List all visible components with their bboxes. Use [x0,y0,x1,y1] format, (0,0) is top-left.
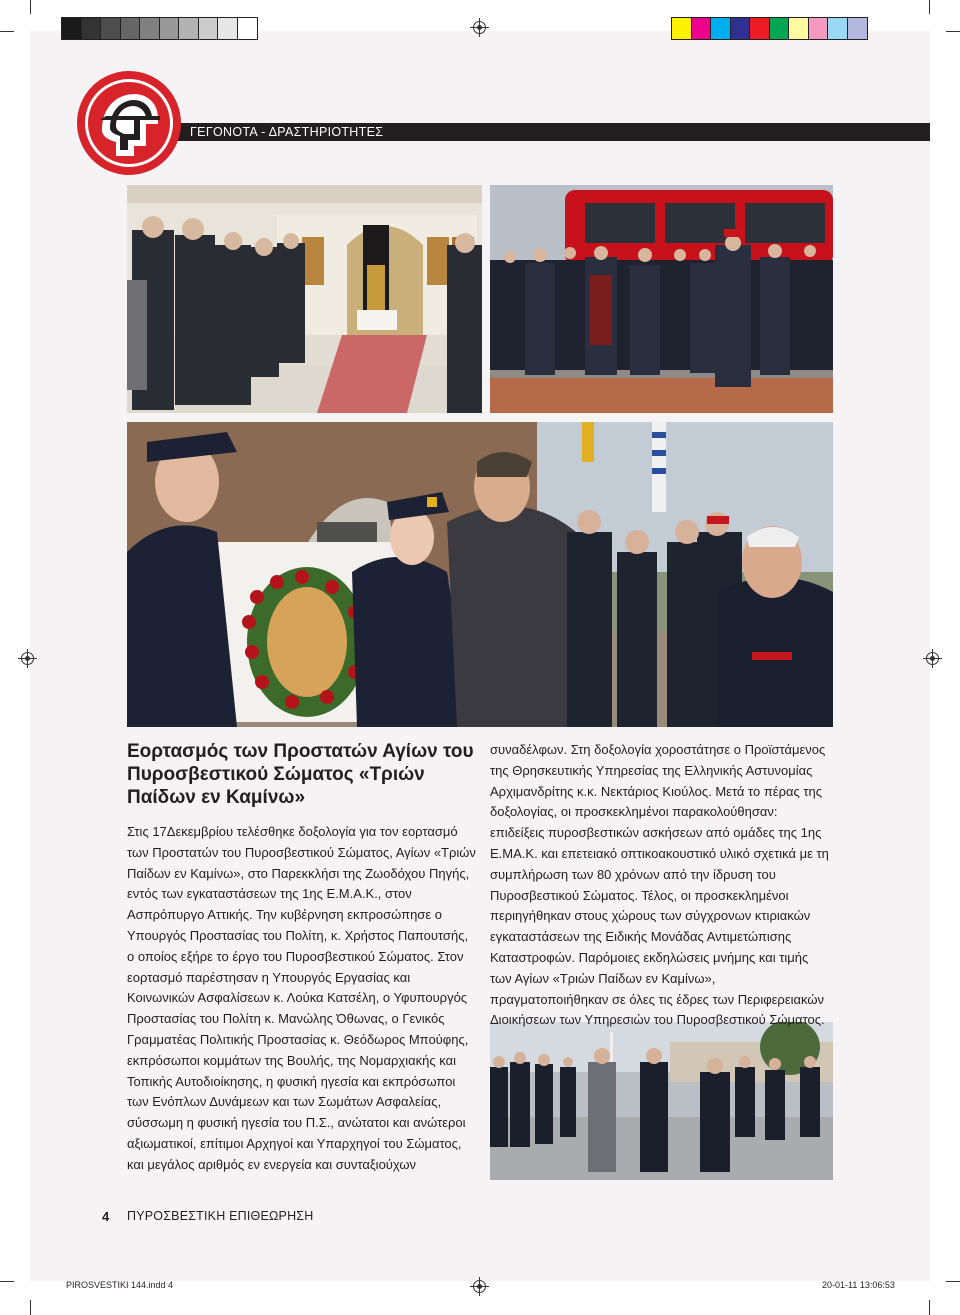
registration-mark-icon [926,652,939,665]
color-swatch [101,18,121,39]
registration-mark-icon [21,652,34,665]
crop-mark [929,0,930,14]
crop-mark [30,1300,31,1315]
color-swatch [692,18,712,39]
color-swatch [711,18,731,39]
color-swatch [160,18,180,39]
slug-file-name: PIROSVESTIKI 144.indd 4 [66,1280,174,1290]
color-swatch [809,18,829,39]
crop-mark [0,1281,14,1282]
page-number: 4 [102,1209,110,1224]
color-swatch [140,18,160,39]
color-swatch [82,18,102,39]
article-body-right-column [490,740,833,1031]
color-swatch [62,18,82,39]
crop-mark [0,31,14,32]
photo-chapel-doxology [127,185,482,413]
article-paragraph: συναδέλφων. Στη δοξολογία χοροστάτησε ο Προϊστάμενος της Θρησκευτικής Υπηρεσίας της Ελληνικής Αστυνομίας Αρχιμανδρίτης κ.κ. Νεκτάριος Κιούλος. Μετά το πέρας της δοξολογίας, οι προσκεκλημένοι παρακολούθησαν: επιδείξεις πυροσβεστικών ασκήσεων από ομάδες της 1ης Ε.ΜΑ.Κ. και επετειακό οπτικοακουστικό υλικό σχετικά με τη συμπλήρωση των 80 χρόνων από την ίδρυση του Πυροσβεστικού Σώματος. Τέλος, οι προσκεκλημένοι περιηγήθηκαν στους χώρους των σύγχρονων κτιριακών εγκαταστάσεων της Ειδικής Μονάδας Αντιμετώπισης Καταστροφών. Παρόμοιες εκδηλώσεις μνήμης και τιμής των Αγίων «Τριών Παίδων εν Καμίνω», πραγματοποιήθηκαν σε όλες τις έδρες των Περιφερειακών Διοικήσεων των Υπηρεσιών του Πυροσβεστικού Σώματος. [490,742,829,1028]
color-swatch [672,18,692,39]
color-swatch [238,18,258,39]
color-swatch [731,18,751,39]
photo-ceremony-icon [127,422,833,727]
color-swatch [770,18,790,39]
color-swatch [218,18,238,39]
photo-outdoor-group [490,185,833,413]
crop-mark [946,31,960,32]
article-title: Εορτασμός των Προστατών Αγίων του Πυροσβεστικού Σώματος «Τριών Παίδων εν Καμίνω» [127,741,474,808]
color-swatch [789,18,809,39]
color-swatch [848,18,868,39]
magazine-title: ΠΥΡΟΣΒΕΣΤΙΚΗ ΕΠΙΘΕΩΡΗΣΗ [127,1209,314,1223]
firefighter-helmet-logo-icon [76,70,182,176]
slug-timestamp: 20-01-11 13:06:53 [822,1280,895,1290]
registration-mark-icon [473,21,486,34]
color-swatch [121,18,141,39]
photo-walking-group [490,1022,833,1180]
registration-mark-icon [473,1280,486,1293]
crop-mark [946,1281,960,1282]
crop-mark [929,1300,930,1315]
color-swatch [179,18,199,39]
article-paragraph: Στις 17Δεκεμβρίου τελέσθηκε δοξολογία για τον εορτασμό των Προστατών του Πυροσβεστικού Σώματος, Αγίων «Τριών Παίδων εν Καμίνω», στο Παρεκκλήσι της Ζωοδόχου Πηγής, εντός των εγκαταστάσεων της 1ης Ε.Μ.Α.Κ., στον Ασπρόπυργο Αττικής. Την κυβέρνηση εκπροσώπησε ο Υπουργός Προστασίας του Πολίτη, κ. Χρήστος Παπουτσής, ο οποίος εξήρε το έργο του Πυροσβεστικού Σώματος. Στον εορτασμό παρέστησαν η Υπουργός Εργασίας και Κοινωνικών Ασφαλίσεων κ. Λούκα Κατσέλη, ο Υφυπουργός Προστασίας του Πολίτη κ. Μανώλης Όθωνας, ο Γενικός Γραμματέας Πολιτικής Προστασίας κ. Θεόδωρος Μπούφης, εκπρόσωποι κομμάτων της Βουλής, της Νομαρχιακής και Τοπικής Αυτοδιοίκησης, η φυσική ηγεσία και εκπρόσωποι των Ενόπλων Δυνάμεων και των Σωμάτων Ασφαλείας, σύσσωμη η φυσική ηγεσία του Π.Σ., ανώτατοι και ανώτεροι αξιωματικοί, επίτιμοι Αρχηγοί και Υπαρχηγοί του Σώματος, και μεγάλος αριθμός εν ενεργεία και συνταξιούχων [127,824,476,1172]
section-label: ΓΕΓΟΝΟΤΑ - ΔΡΑΣΤΗΡΙΟΤΗΤΕΣ [190,125,384,139]
crop-mark [30,0,31,14]
gray-color-bar [61,17,258,40]
color-swatch [828,18,848,39]
process-color-bar [671,17,868,40]
color-swatch [199,18,219,39]
color-swatch [750,18,770,39]
article-body-left-column [127,822,477,1176]
